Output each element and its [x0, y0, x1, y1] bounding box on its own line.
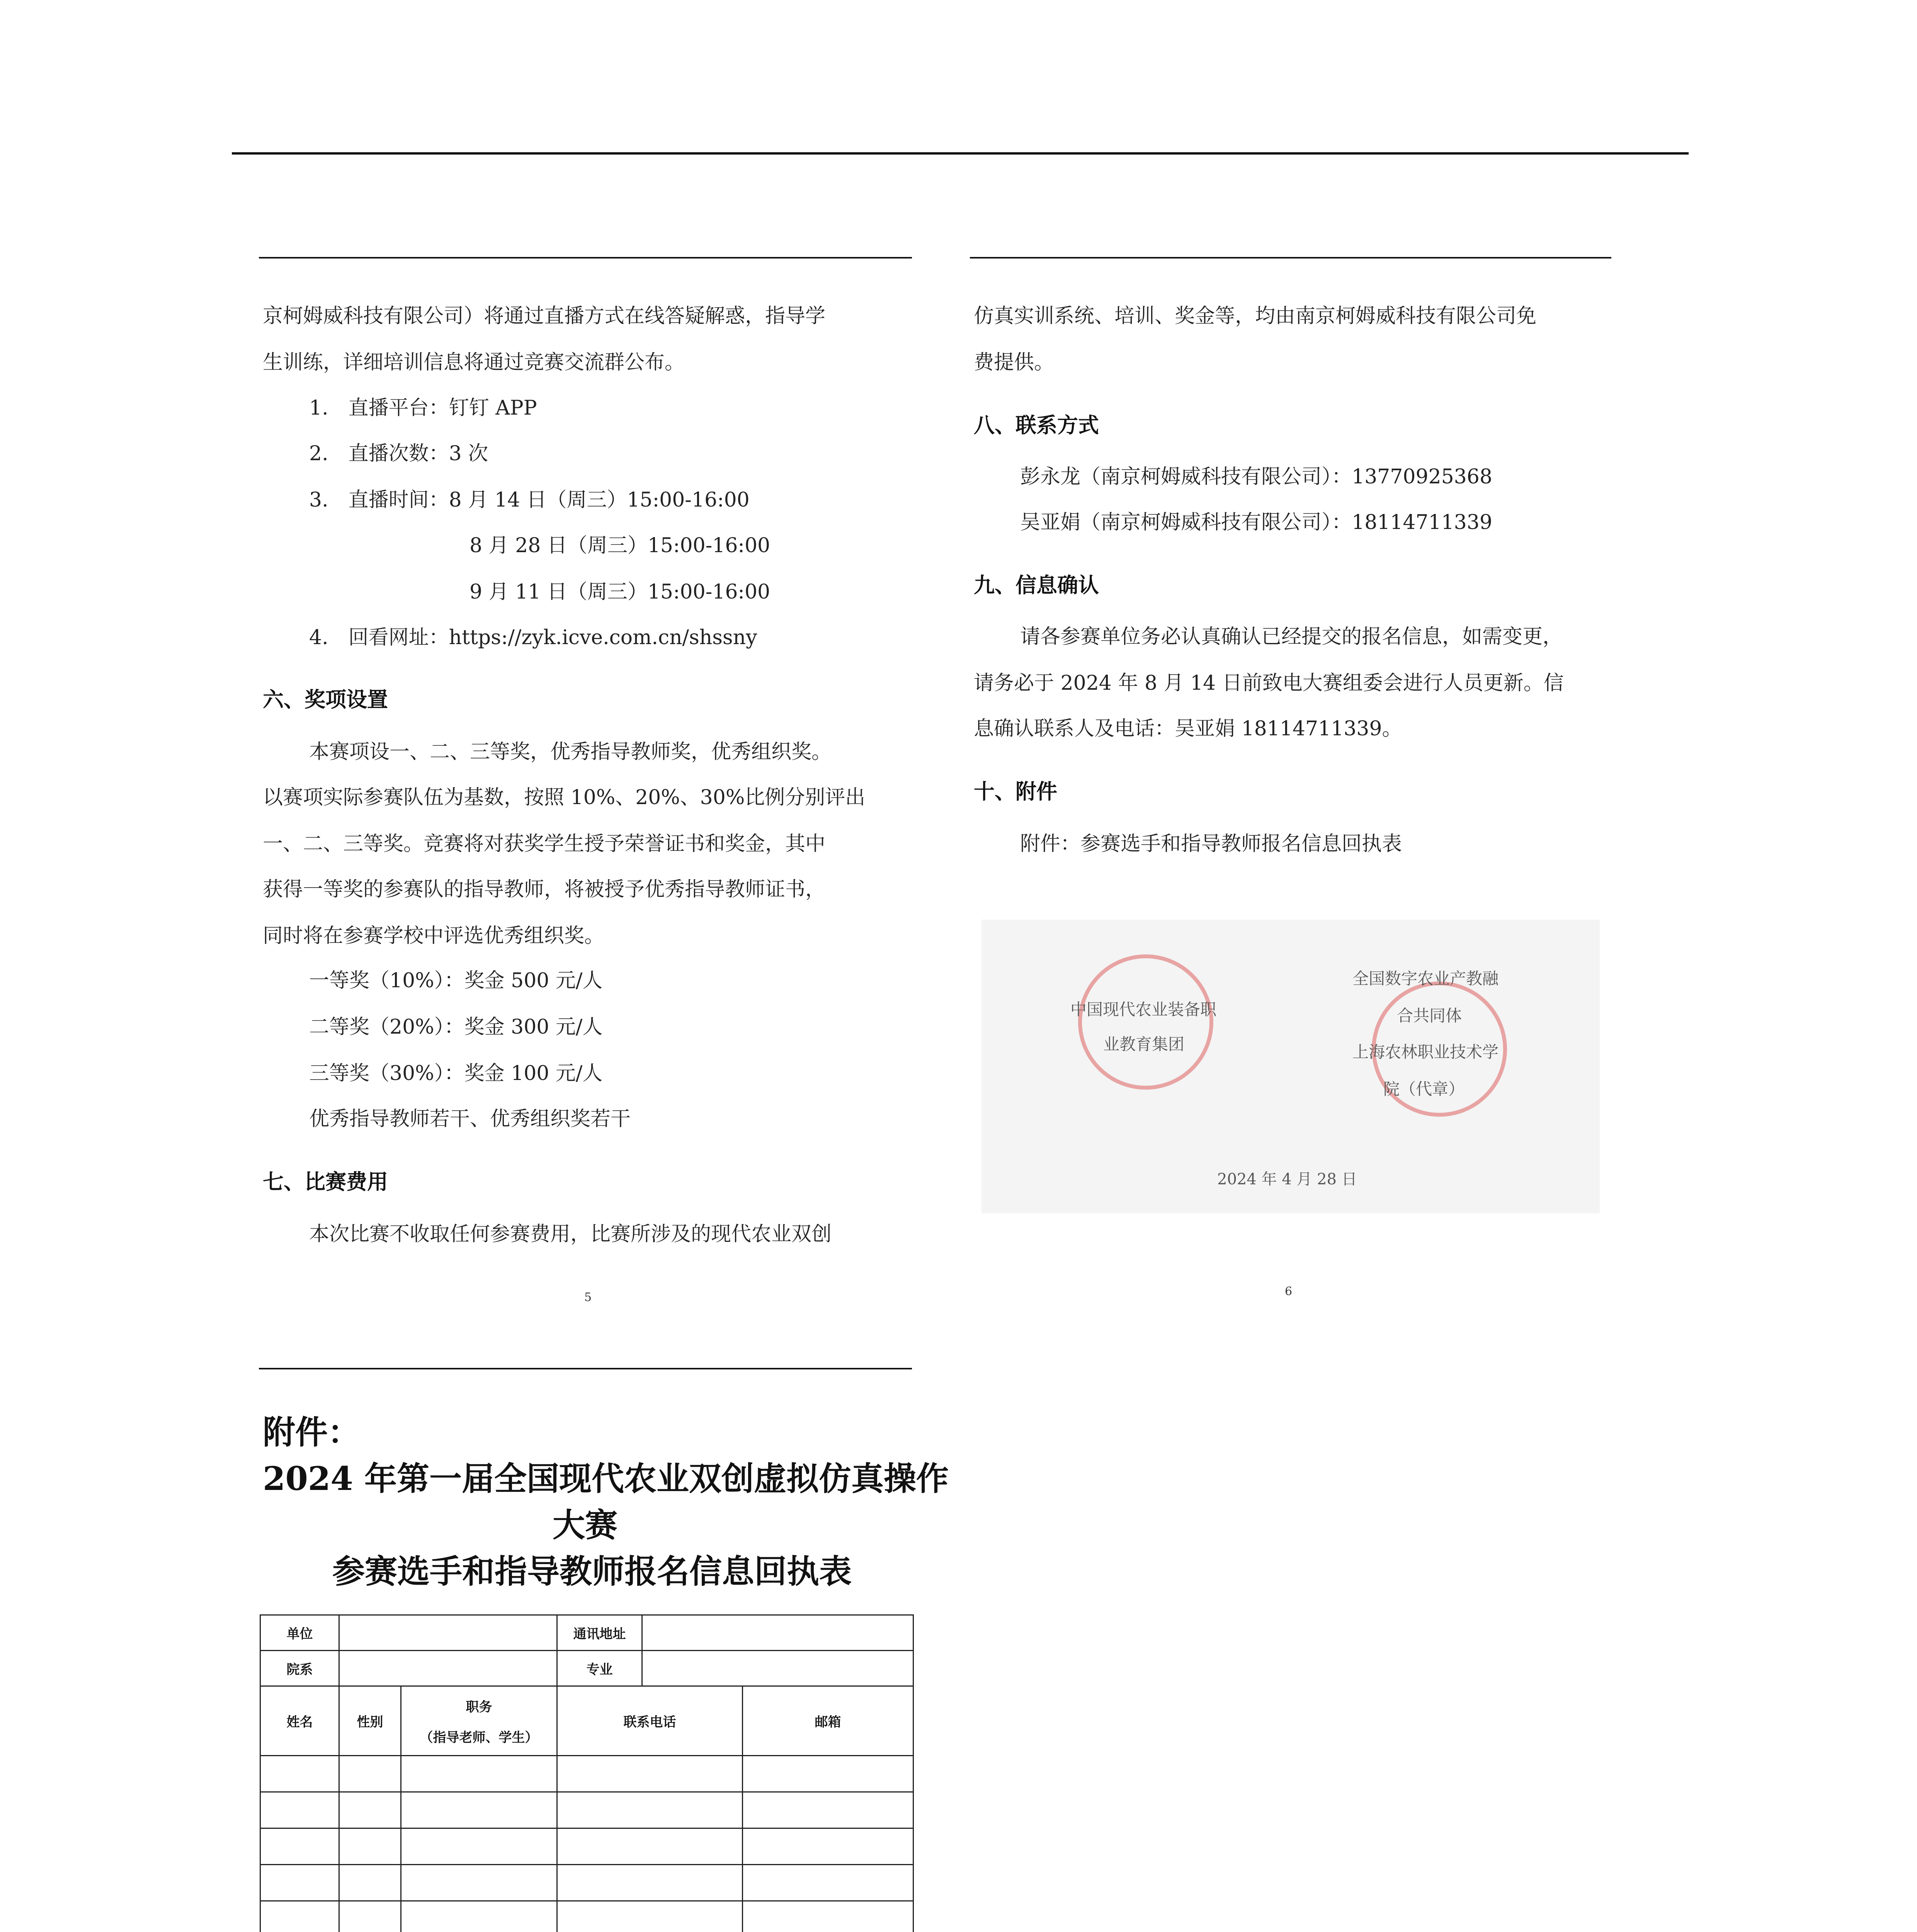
- section6-line-0: 本赛项设一、二、三等奖，优秀指导教师奖，优秀组织奖。: [309, 740, 832, 764]
- cell-dept-value[interactable]: [339, 1651, 557, 1686]
- table-row: [260, 1901, 913, 1932]
- header-email: 邮箱: [743, 1686, 913, 1756]
- left-seal-line-1: 业教育集团: [1103, 1035, 1185, 1054]
- table-cell[interactable]: [557, 1865, 743, 1901]
- subpage-5-number: 5: [584, 1291, 592, 1304]
- table-cell[interactable]: [557, 1901, 743, 1932]
- table-cell[interactable]: [401, 1756, 557, 1792]
- table-cell[interactable]: [401, 1828, 557, 1865]
- subpage-7-top-rule: [259, 1368, 912, 1369]
- left-line-6: 9 月 11 日（周三）15:00-16:00: [469, 580, 771, 604]
- table-cell[interactable]: [339, 1865, 401, 1901]
- table-cell[interactable]: [260, 1792, 339, 1828]
- right-seal-line-3: 院（代章）: [1383, 1080, 1465, 1099]
- left-line-3: 2. 直播次数：3 次: [309, 442, 488, 465]
- header-position-label: 职务: [466, 1699, 492, 1715]
- header-position-sub: （指导老师、学生）: [420, 1730, 538, 1745]
- right-seal-line-1: 合共同体: [1397, 1006, 1462, 1025]
- table-cell[interactable]: [339, 1756, 401, 1792]
- attachment-title-line3: 参赛选手和指导教师报名信息回执表: [332, 1552, 852, 1590]
- section9-line-2: 息确认联系人及电话：吴亚娟 18114711339。: [974, 717, 1402, 740]
- table-cell[interactable]: [743, 1865, 913, 1901]
- table-cell[interactable]: [401, 1865, 557, 1901]
- subpage-6-number: 6: [1285, 1285, 1293, 1298]
- table-cell[interactable]: [743, 1828, 913, 1865]
- table-cell[interactable]: [260, 1901, 339, 1932]
- header-phone: 联系电话: [557, 1686, 743, 1756]
- section-6-heading: 六、奖项设置: [263, 687, 388, 712]
- section6-line-3: 获得一等奖的参赛队的指导教师，将被授予优秀指导教师证书，: [263, 878, 826, 901]
- left-line-4: 3. 直播时间：8 月 14 日（周三）15:00-16:00: [309, 488, 750, 512]
- cell-major-label: 专业: [557, 1651, 642, 1686]
- table-cell[interactable]: [260, 1828, 339, 1865]
- section6-line-6: 二等奖（20%）：奖金 300 元/人: [309, 1015, 603, 1039]
- top-rule: [232, 152, 1689, 155]
- attachment-label: 附件：: [263, 1413, 361, 1451]
- cell-address-value[interactable]: [642, 1615, 913, 1651]
- section6-line-4: 同时将在参赛学校中评选优秀组织奖。: [263, 924, 605, 947]
- header-position: [401, 1686, 557, 1756]
- section6-line-5: 一等奖（10%）：奖金 500 元/人: [309, 969, 603, 992]
- table-cell[interactable]: [557, 1756, 743, 1792]
- left-line-7: 4. 回看网址：https://zyk.icve.com.cn/shssny: [309, 626, 757, 649]
- table-row: [260, 1792, 913, 1828]
- table-cell[interactable]: [401, 1901, 557, 1932]
- right-seal-line-2: 上海农林职业技术学: [1352, 1043, 1499, 1061]
- table-row: [260, 1756, 913, 1792]
- cell-unit-label: 单位: [260, 1615, 339, 1651]
- table-cell[interactable]: [743, 1901, 913, 1932]
- section9-line-1: 请务必于 2024 年 8 月 14 日前致电大赛组委会进行人员更新。信: [974, 672, 1564, 695]
- section9-line-0: 请各参赛单位务必认真确认已经提交的报名信息，如需变更，: [1020, 625, 1563, 648]
- section6-line-2: 一、二、三等奖。竞赛将对获奖学生授予荣誉证书和奖金，其中: [263, 832, 826, 855]
- section-7-heading: 七、比赛费用: [263, 1169, 388, 1194]
- section-10-heading: 十、附件: [974, 779, 1057, 804]
- header-name: 姓名: [260, 1686, 339, 1756]
- cell-dept-label: 院系: [260, 1651, 339, 1686]
- left-seal-line-0: 中国现代农业装备职: [1070, 1000, 1217, 1019]
- left-seal-icon: [1078, 954, 1213, 1090]
- attachment-title-line1: 2024 年第一届全国现代农业双创虚拟仿真操作: [263, 1459, 949, 1498]
- table-cell[interactable]: [260, 1865, 339, 1901]
- table-cell[interactable]: [743, 1756, 913, 1792]
- cell-major-value[interactable]: [642, 1651, 913, 1686]
- table-cell[interactable]: [557, 1828, 743, 1865]
- right-line-1: 费提供。: [974, 351, 1055, 374]
- left-line-0: 京柯姆威科技有限公司）将通过直播方式在线答疑解惑，指导学: [263, 304, 826, 328]
- section6-line-7: 三等奖（30%）：奖金 100 元/人: [309, 1062, 603, 1085]
- contact-1: 吴亚娟（南京柯姆威科技有限公司）：18114711339: [1020, 511, 1492, 534]
- section-9-heading: 九、信息确认: [974, 573, 1099, 597]
- table-cell[interactable]: [339, 1828, 401, 1865]
- contact-0: 彭永龙（南京柯姆威科技有限公司）：13770925368: [1020, 465, 1492, 488]
- section6-line-8: 优秀指导教师若干、优秀组织奖若干: [309, 1107, 631, 1131]
- table-cell[interactable]: [339, 1792, 401, 1828]
- section-8-heading: 八、联系方式: [974, 413, 1099, 437]
- cell-unit-value[interactable]: [339, 1615, 557, 1651]
- attachment-line: 附件：参赛选手和指导教师报名信息回执表: [1020, 832, 1402, 855]
- table-cell[interactable]: [339, 1901, 401, 1932]
- left-line-2: 1. 直播平台：钉钉 APP: [309, 396, 537, 420]
- attachment-title-line2: 大赛: [553, 1506, 618, 1544]
- cell-address-label: 通讯地址: [557, 1615, 642, 1651]
- left-line-1: 生训练，详细培训信息将通过竞赛交流群公布。: [263, 351, 685, 374]
- table-cell[interactable]: [401, 1792, 557, 1828]
- section7-line: 本次比赛不收取任何参赛费用，比赛所涉及的现代农业双创: [309, 1223, 832, 1246]
- table-cell[interactable]: [260, 1756, 339, 1792]
- right-seal-line-0: 全国数字农业产教融: [1352, 969, 1499, 988]
- subpage-6-top-rule: [970, 257, 1611, 259]
- section6-line-1: 以赛项实际参赛队伍为基数，按照 10%、20%、30%比例分别评出: [263, 786, 866, 809]
- table-row: [260, 1828, 913, 1865]
- right-line-0: 仿真实训系统、培训、奖金等，均由南京柯姆威科技有限公司免: [974, 304, 1537, 328]
- subpage-5-top-rule: [259, 257, 912, 259]
- table-cell[interactable]: [743, 1792, 913, 1828]
- table-cell[interactable]: [557, 1792, 743, 1828]
- seal-date: 2024 年 4 月 28 日: [1217, 1170, 1357, 1188]
- table-row: [260, 1865, 913, 1901]
- header-gender: 性别: [339, 1686, 401, 1756]
- registration-form-table: [260, 1614, 914, 1932]
- left-line-5: 8 月 28 日（周三）15:00-16:00: [469, 534, 771, 557]
